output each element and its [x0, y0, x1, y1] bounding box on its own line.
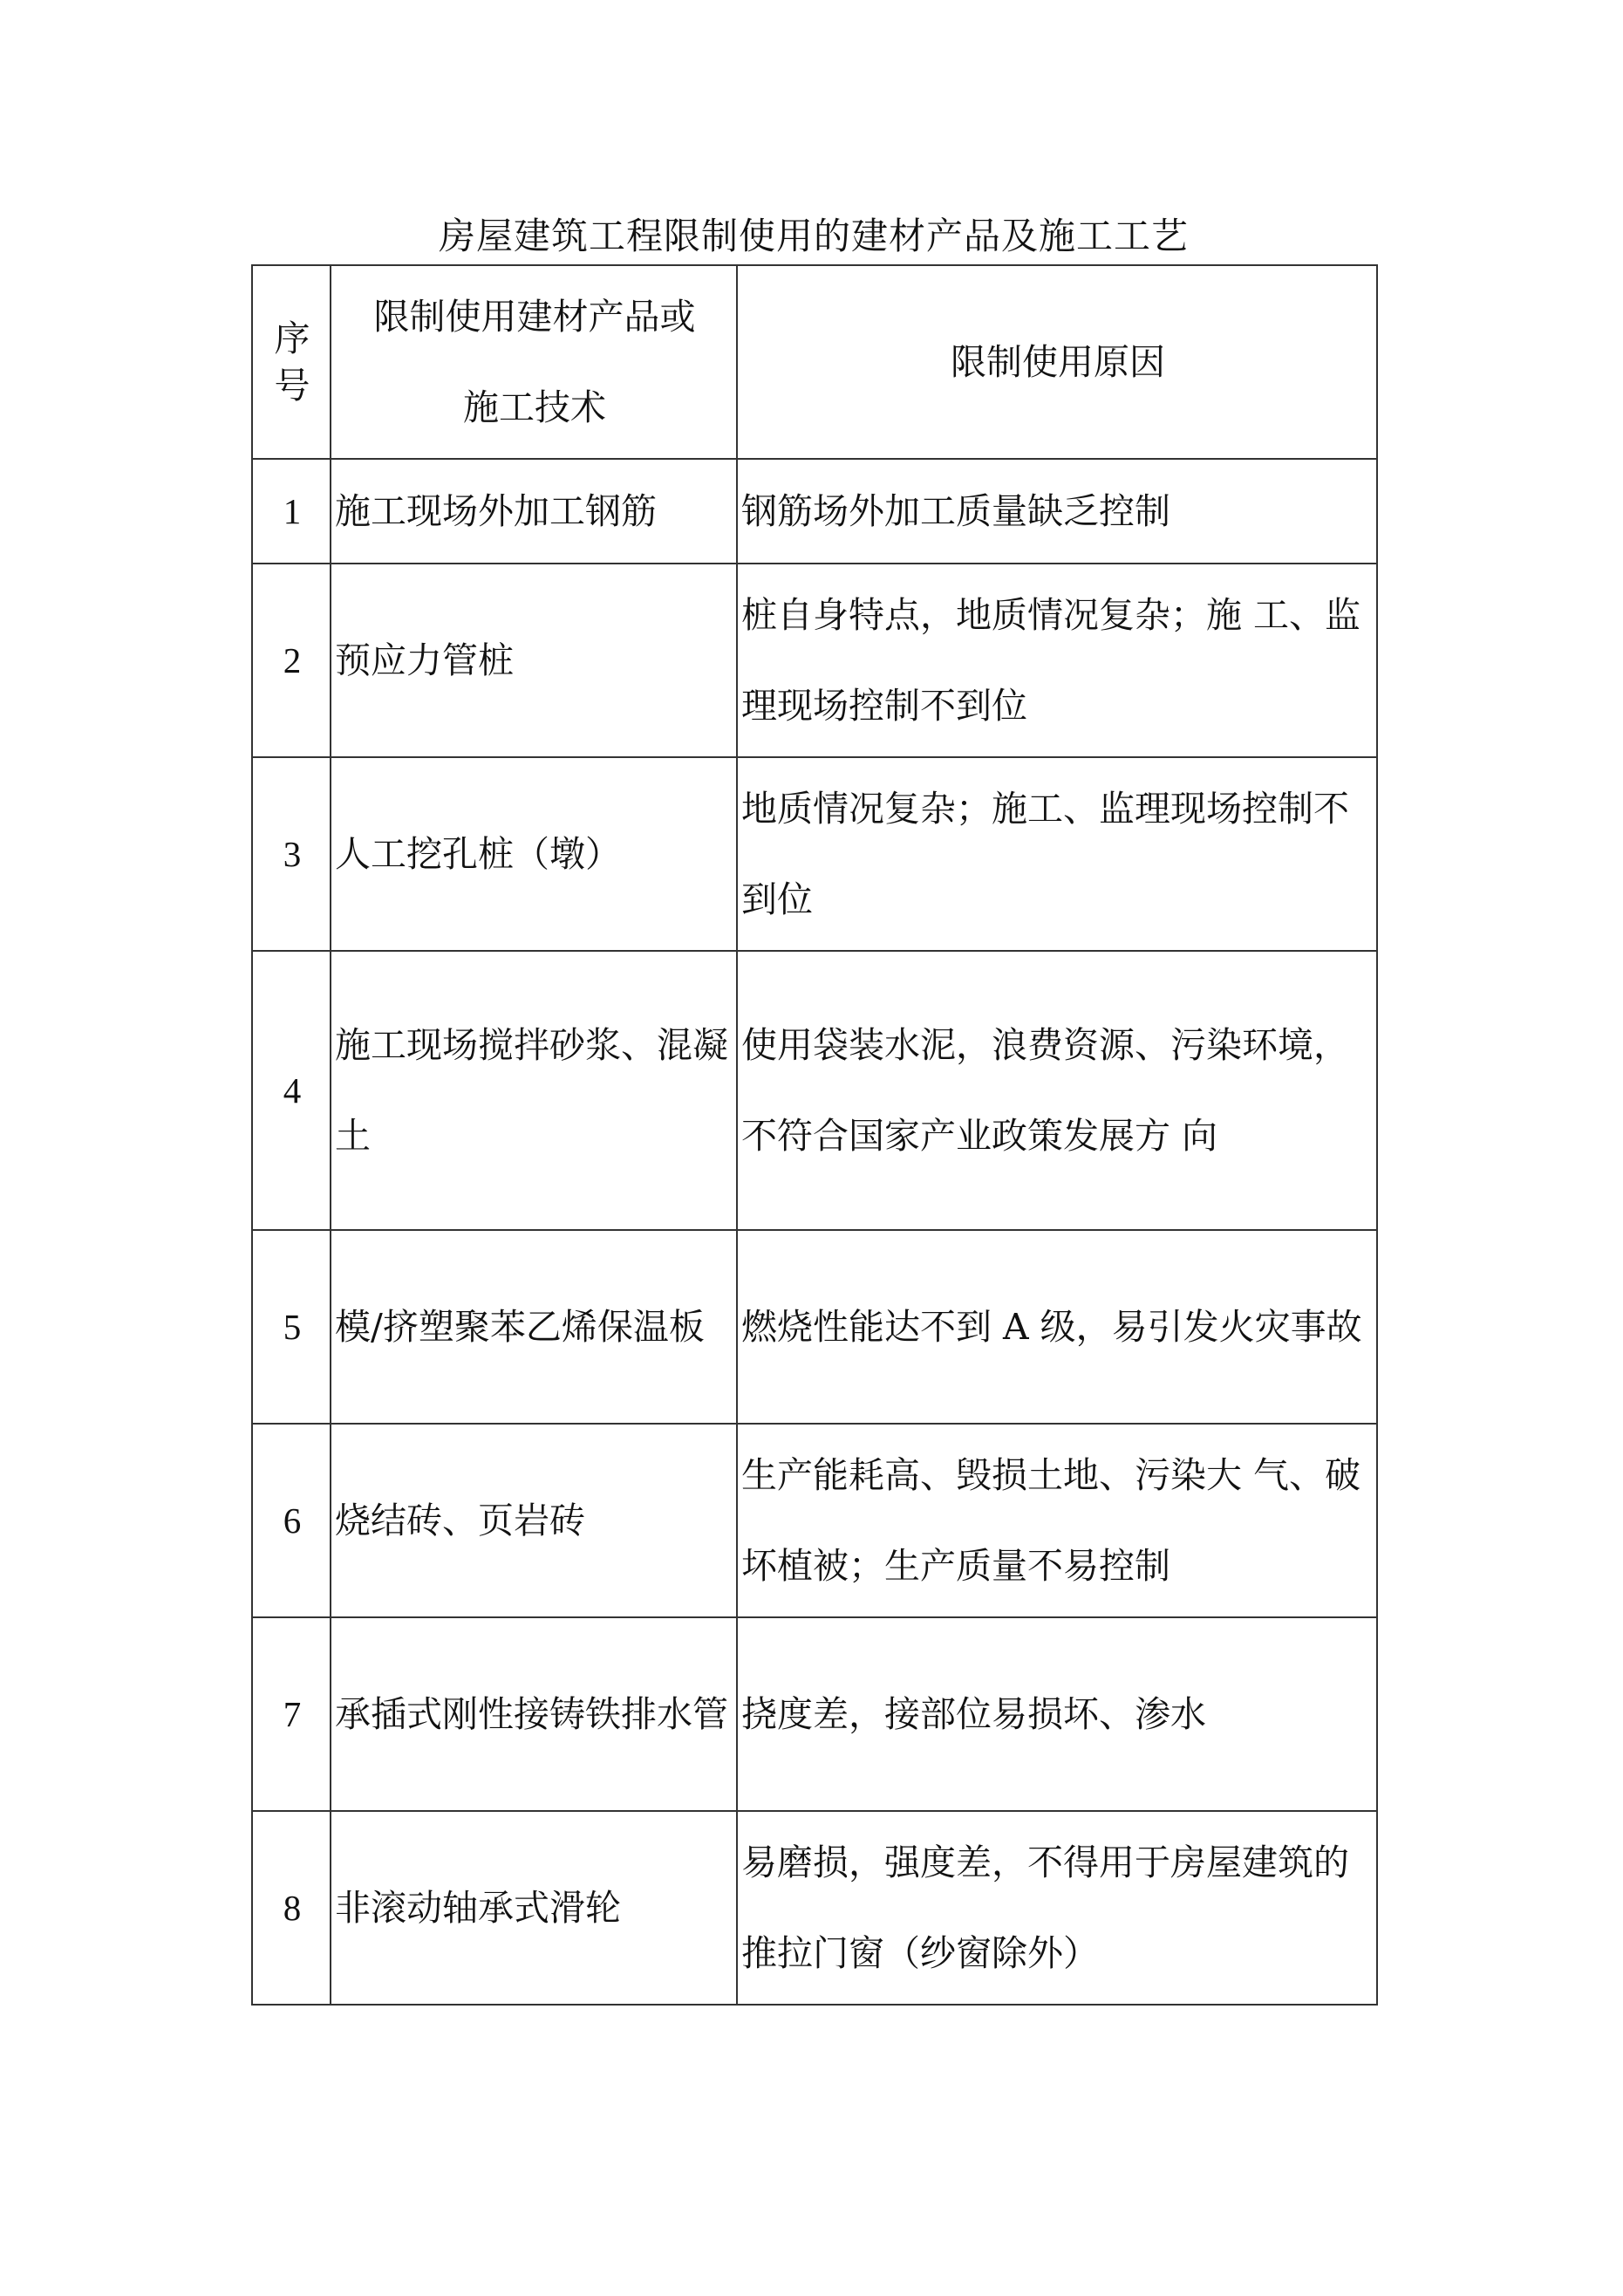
row-reason: 使用袋装水泥，浪费资源、污染环境，不符合国家产业政策发展方 向 [737, 951, 1377, 1230]
table-row [252, 564, 1377, 757]
row-number: 6 [252, 1424, 331, 1617]
header-number-cell [252, 265, 331, 459]
row-number: 1 [252, 459, 331, 564]
row-reason: 挠度差，接部位易损坏、渗水 [737, 1617, 1377, 1811]
header-product-line2: 施工技术 [463, 386, 606, 428]
table-row [252, 1424, 1377, 1617]
table-row [252, 1811, 1377, 2005]
table-row [252, 1617, 1377, 1811]
row-number: 8 [252, 1811, 331, 2005]
header-number-line2: 号 [274, 365, 310, 407]
row-reason: 地质情况复杂；施工、监理现场控制不到位 [737, 757, 1377, 951]
row-product: 施工现场外加工钢筋 [331, 459, 737, 564]
header-product-cell [331, 265, 737, 459]
row-product: 模/挤塑聚苯乙烯保温板 [331, 1230, 737, 1424]
table-row [252, 459, 1377, 564]
row-reason: 生产能耗高、毁损土地、污染大 气、破坏植被；生产质量不易控制 [737, 1424, 1377, 1617]
table-row [252, 757, 1377, 951]
row-number: 2 [252, 564, 331, 757]
row-reason: 桩自身特点，地质情况复杂；施 工、监理现场控制不到位 [737, 564, 1377, 757]
restriction-table [251, 264, 1378, 2006]
row-product: 施工现场搅拌砂浆、混凝土 [331, 951, 737, 1230]
row-reason: 燃烧性能达不到 A 级，易引发火灾事故 [737, 1230, 1377, 1424]
row-number: 3 [252, 757, 331, 951]
header-reason-cell: 限制使用原因 [737, 265, 1377, 459]
row-product: 烧结砖、页岩砖 [331, 1424, 737, 1617]
row-product: 非滚动轴承式滑轮 [331, 1811, 737, 2005]
row-product: 承插式刚性接铸铁排水管 [331, 1617, 737, 1811]
header-product-line1: 限制使用建材产品或 [373, 296, 696, 338]
row-number: 7 [252, 1617, 331, 1811]
row-product: 人工挖孔桩（墩） [331, 757, 737, 951]
row-reason: 易磨损，强度差，不得用于房屋建筑的推拉门窗（纱窗除外） [737, 1811, 1377, 2005]
row-number: 4 [252, 951, 331, 1230]
row-product: 预应力管桩 [331, 564, 737, 757]
table-row [252, 951, 1377, 1230]
document-title: 房屋建筑工程限制使用的建材产品及施工工艺 [438, 215, 1189, 257]
row-number: 5 [252, 1230, 331, 1424]
table-header-row [252, 265, 1377, 459]
header-number-line1: 序 [274, 318, 310, 359]
row-reason: 钢筋场外加工质量缺乏控制 [737, 459, 1377, 564]
table-row [252, 1230, 1377, 1424]
